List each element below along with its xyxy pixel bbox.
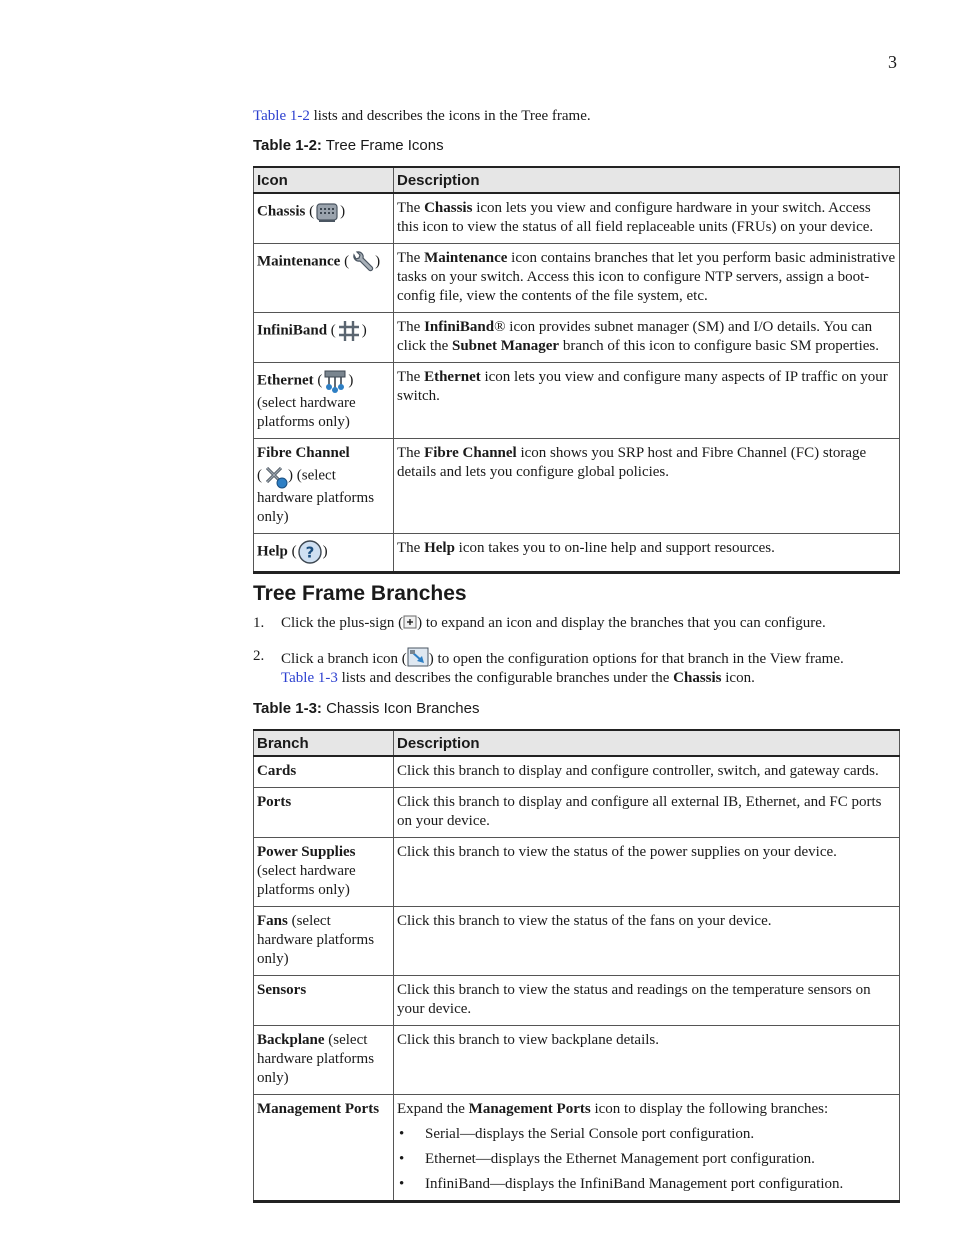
- chassis-icon-branches-table: [253, 729, 900, 1203]
- table-header-row: [254, 167, 900, 193]
- desc-text: icon lets you view and configure many aspects of IP traffic on your switch.: [397, 369, 888, 404]
- branch-icon: [407, 647, 429, 667]
- icon-cell: Help ( ? ): [254, 534, 394, 573]
- desc-text: ® icon provides subnet manager (SM) and I/O details. You can click the: [397, 319, 873, 354]
- description-cell: Click this branch to view the status and readings on the temperature sensors on your device.: [394, 976, 900, 1026]
- row-name: Help: [257, 543, 288, 560]
- intro-text: lists and describes the icons in the Tree frame.: [309, 108, 591, 124]
- table-row: [254, 838, 900, 907]
- desc-bold: Help: [424, 540, 455, 556]
- description-cell: [394, 534, 900, 573]
- desc-text: The: [397, 445, 425, 461]
- table-row: [254, 976, 900, 1026]
- description-cell: Click this branch to display and configure all external IB, Ethernet, and FC ports on your device.: [394, 788, 900, 838]
- icon-cell: Fibre Channel ( ) (select hardware platforms only): [254, 439, 394, 534]
- desc-bold: Chassis: [424, 200, 473, 216]
- table-row: [254, 1095, 900, 1202]
- table-row: [254, 788, 900, 838]
- bullet-item: • InfiniBand—displays the InfiniBand Management port configuration.: [397, 1175, 896, 1194]
- step-text: ) to expand an icon and display the branches that you can configure.: [417, 615, 826, 631]
- bullet-item: • Serial—displays the Serial Console port configuration.: [397, 1125, 896, 1144]
- desc-text: The: [397, 250, 425, 266]
- desc-text: icon to display the following branches:: [590, 1101, 829, 1117]
- intro-paragraph: [253, 106, 899, 126]
- caption-text: Chassis Icon Branches: [321, 700, 480, 717]
- branch-cell: [254, 788, 394, 838]
- desc-bold: InfiniBand: [424, 319, 495, 335]
- description-cell: Click this branch to display and configure controller, switch, and gateway cards.: [394, 756, 900, 788]
- desc-text: icon takes you to on-line help and support resources.: [454, 540, 775, 556]
- table-1-2-link[interactable]: Table 1-2: [253, 108, 310, 124]
- caption-text: Tree Frame Icons: [321, 137, 444, 154]
- description-cell: [394, 193, 900, 244]
- page-number: 3: [888, 52, 897, 72]
- row-name-suffix: (select hardware platforms only): [257, 1032, 375, 1086]
- row-name-suffix: ) (select hardware platforms only): [257, 467, 375, 525]
- column-header-branch: Branch: [254, 730, 394, 756]
- table-row: [254, 244, 900, 313]
- branch-cell: [254, 1095, 394, 1202]
- section-title: Tree Frame Branches: [253, 582, 467, 605]
- branch-cell: [254, 838, 394, 907]
- step-text: Click the plus-sign (: [281, 615, 404, 631]
- row-name: Ports: [257, 794, 292, 810]
- table-row: [254, 439, 900, 534]
- table-row: [254, 907, 900, 976]
- step-text: icon.: [721, 670, 755, 686]
- row-name: Management Ports: [257, 1101, 380, 1117]
- row-name-suffix: (select hardware platforms only): [257, 913, 375, 967]
- desc-text: The: [397, 540, 425, 556]
- fibre-channel-icon: [262, 463, 288, 489]
- row-name: Maintenance: [257, 253, 341, 270]
- desc-bold: Maintenance: [424, 250, 508, 266]
- bullet-item: • Ethernet—displays the Ethernet Management port configuration.: [397, 1150, 896, 1169]
- step-text: Click a branch icon (: [281, 651, 407, 667]
- svg-text:?: ?: [305, 543, 314, 562]
- row-name: Power Supplies: [257, 844, 356, 860]
- branch-cell: [254, 756, 394, 788]
- table-row: [254, 313, 900, 363]
- table-row: [254, 1026, 900, 1095]
- table-1-3-caption: [253, 699, 899, 719]
- table-row: [254, 193, 900, 244]
- desc-text: icon lets you view and configure hardware in your switch. Access this icon to view the status of all field replaceable units (FRUs) on your device.: [397, 200, 874, 235]
- branch-cell: [254, 1026, 394, 1095]
- caption-label: Table 1-2:: [253, 137, 322, 154]
- ethernet-icon: [322, 368, 348, 394]
- icon-cell: Chassis ( ): [254, 193, 394, 244]
- step-text: lists and describes the configurable branches under the: [337, 670, 674, 686]
- desc-bold: Subnet Manager: [451, 338, 560, 354]
- description-cell: [394, 439, 900, 534]
- help-icon: [297, 539, 323, 565]
- row-name: Fibre Channel: [257, 445, 350, 461]
- desc-bold: Ethernet: [424, 369, 481, 385]
- description-cell: Click this branch to view backplane details.: [394, 1026, 900, 1095]
- desc-text: icon shows you SRP host and Fibre Channel (FC) storage details and lets you configure global policies.: [397, 445, 867, 480]
- wrench-icon: [349, 249, 375, 275]
- description-cell: [394, 244, 900, 313]
- icon-cell: InfiniBand ( ): [254, 313, 394, 363]
- desc-text: The: [397, 200, 425, 216]
- plus-sign-icon: [403, 615, 417, 629]
- column-header-description: Description: [394, 730, 900, 756]
- description-cell: Click this branch to view the status of the fans on your device.: [394, 907, 900, 976]
- table-row: [254, 756, 900, 788]
- desc-text: The: [397, 369, 425, 385]
- chassis-icon: [314, 199, 340, 225]
- list-item: [253, 647, 899, 688]
- icon-cell: Maintenance ( ): [254, 244, 394, 313]
- row-name-suffix: (select hardware platforms only): [257, 395, 356, 430]
- step-number: 1.: [253, 615, 265, 631]
- desc-bold: Fibre Channel: [424, 445, 517, 461]
- row-name: Chassis: [257, 203, 306, 220]
- branches-bullet-list: [397, 1125, 896, 1194]
- row-name: Ethernet: [257, 372, 314, 389]
- icon-cell: Ethernet ( ) (select hardware platforms only): [254, 363, 394, 439]
- step-bold: Chassis: [673, 670, 722, 686]
- step-number: 2.: [253, 648, 265, 664]
- infiniband-icon: [336, 318, 362, 344]
- desc-text: Expand the: [397, 1101, 469, 1117]
- column-header-icon: Icon: [254, 167, 394, 193]
- row-name-suffix: (select hardware platforms only): [257, 863, 356, 898]
- caption-label: Table 1-3:: [253, 700, 322, 717]
- branch-cell: [254, 976, 394, 1026]
- description-cell: [394, 1095, 900, 1202]
- table-1-3-link[interactable]: Table 1-3: [281, 670, 338, 686]
- table-row: [254, 363, 900, 439]
- page-content: [253, 106, 899, 1203]
- row-name: Cards: [257, 763, 297, 779]
- desc-text: branch of this icon to configure basic SM properties.: [559, 338, 879, 354]
- branch-cell: [254, 907, 394, 976]
- steps-list: [253, 614, 899, 688]
- tree-frame-icons-table: [253, 166, 900, 574]
- table-row: [254, 534, 900, 573]
- column-header-description: Description: [394, 167, 900, 193]
- desc-text: icon contains branches that let you perform basic administrative tasks on your switch. Access this icon to configure NTP servers, assign a boot-config file, view the contents of the file system, etc.: [397, 250, 896, 304]
- row-name: Sensors: [257, 982, 307, 998]
- table-header-row: [254, 730, 900, 756]
- step-text: ) to open the configuration options for that branch in the View frame.: [428, 651, 844, 667]
- description-cell: [394, 363, 900, 439]
- desc-text: The: [397, 319, 425, 335]
- description-cell: Click this branch to view the status of the power supplies on your device.: [394, 838, 900, 907]
- row-name: Backplane: [257, 1032, 325, 1048]
- row-name: InfiniBand: [257, 322, 328, 339]
- description-cell: [394, 313, 900, 363]
- table-1-2-caption: [253, 136, 899, 156]
- row-name: Fans: [257, 913, 288, 929]
- list-item: [253, 614, 899, 633]
- desc-bold: Management Ports: [468, 1101, 591, 1117]
